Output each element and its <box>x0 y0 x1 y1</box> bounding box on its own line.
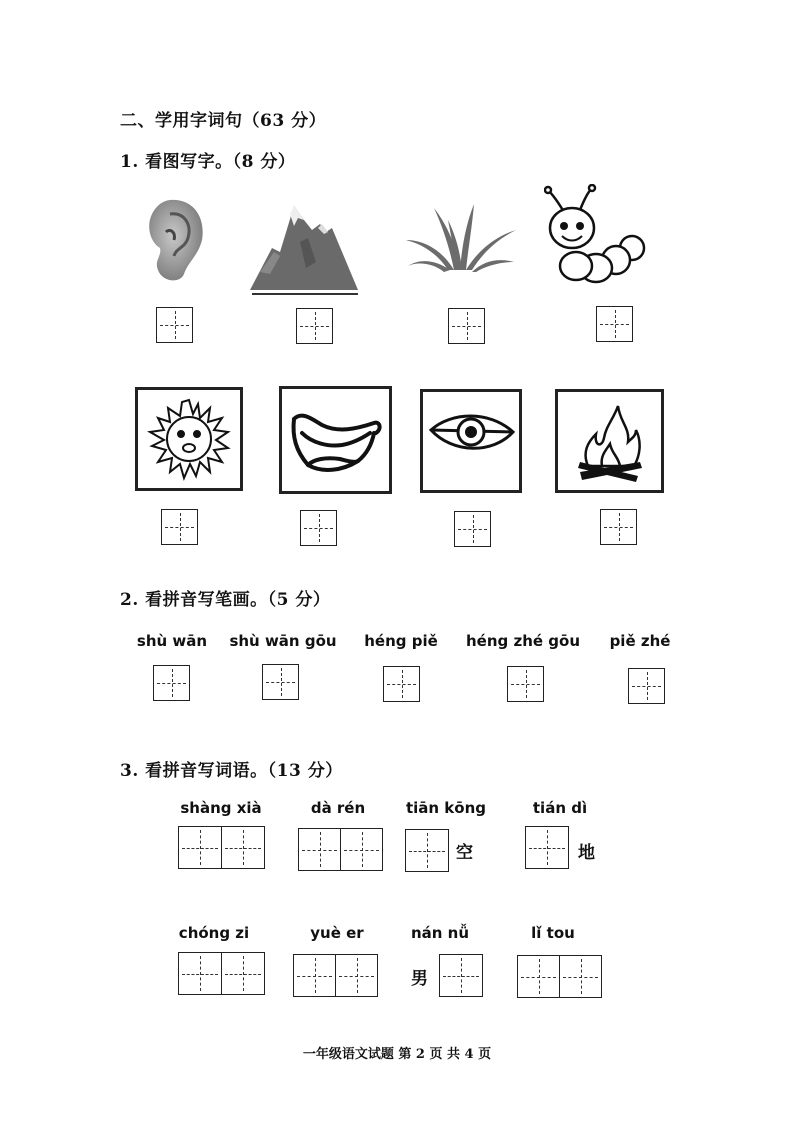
page-footer: 一年级语文试题 第 2 页 共 4 页 <box>302 1047 492 1062</box>
stroke-box[interactable] <box>262 664 299 700</box>
word-box[interactable] <box>293 954 336 997</box>
grass-icon <box>404 200 518 274</box>
stroke-pinyin: shù wān gōu <box>229 632 337 650</box>
mouth-icon <box>282 389 389 491</box>
word-box[interactable] <box>298 828 341 871</box>
q1-title: 1. 看图写字。（8 分） <box>120 152 296 172</box>
q3-title: 3. 看拼音写词语。（13 分） <box>120 761 343 781</box>
write-box[interactable] <box>600 509 637 545</box>
given-char: 男 <box>411 969 428 989</box>
word-box[interactable] <box>221 826 265 869</box>
mouth-frame <box>279 386 392 494</box>
fire-icon <box>558 392 661 490</box>
word-box[interactable] <box>439 954 483 997</box>
stroke-box[interactable] <box>153 665 190 701</box>
section-title: 二、学用字词句（63 分） <box>120 111 327 131</box>
word-box[interactable] <box>525 826 569 869</box>
word-pinyin: yuè er <box>310 924 364 942</box>
stroke-pinyin: shù wān <box>136 632 208 650</box>
write-box[interactable] <box>596 306 633 342</box>
eye-frame <box>420 389 522 493</box>
caterpillar-icon <box>544 184 648 288</box>
stroke-pinyin: piě zhé <box>609 632 671 650</box>
word-pinyin: chóng zi <box>178 924 250 942</box>
given-char: 空 <box>456 843 473 863</box>
write-box[interactable] <box>156 307 193 343</box>
fire-frame <box>555 389 664 493</box>
word-box[interactable] <box>178 826 222 869</box>
word-box[interactable] <box>178 952 222 995</box>
write-box[interactable] <box>454 511 491 547</box>
write-box[interactable] <box>300 510 337 546</box>
write-box[interactable] <box>448 308 485 344</box>
stroke-pinyin: héng zhé gōu <box>465 632 581 650</box>
stroke-box[interactable] <box>628 668 665 704</box>
q2-title: 2. 看拼音写笔画。（5 分） <box>120 590 331 610</box>
eye-icon <box>423 392 519 490</box>
word-box[interactable] <box>221 952 265 995</box>
word-box[interactable] <box>517 955 560 998</box>
sun-frame <box>135 387 243 491</box>
sun-icon <box>138 390 240 488</box>
word-pinyin: nán nǚ <box>410 924 470 942</box>
word-pinyin: tián dì <box>532 799 588 817</box>
word-box[interactable] <box>559 955 602 998</box>
given-char: 地 <box>578 843 595 863</box>
word-box[interactable] <box>335 954 378 997</box>
word-pinyin: lǐ tou <box>531 924 575 942</box>
word-pinyin: dà rén <box>310 799 366 817</box>
stroke-box[interactable] <box>507 666 544 702</box>
word-pinyin: tiān kōng <box>405 799 487 817</box>
write-box[interactable] <box>161 509 198 545</box>
word-pinyin: shàng xià <box>180 799 262 817</box>
write-box[interactable] <box>296 308 333 344</box>
word-box[interactable] <box>405 829 449 872</box>
stroke-box[interactable] <box>383 666 420 702</box>
word-box[interactable] <box>340 828 383 871</box>
mountain-icon <box>250 202 362 298</box>
ear-icon <box>140 196 210 284</box>
stroke-pinyin: héng piě <box>364 632 438 650</box>
